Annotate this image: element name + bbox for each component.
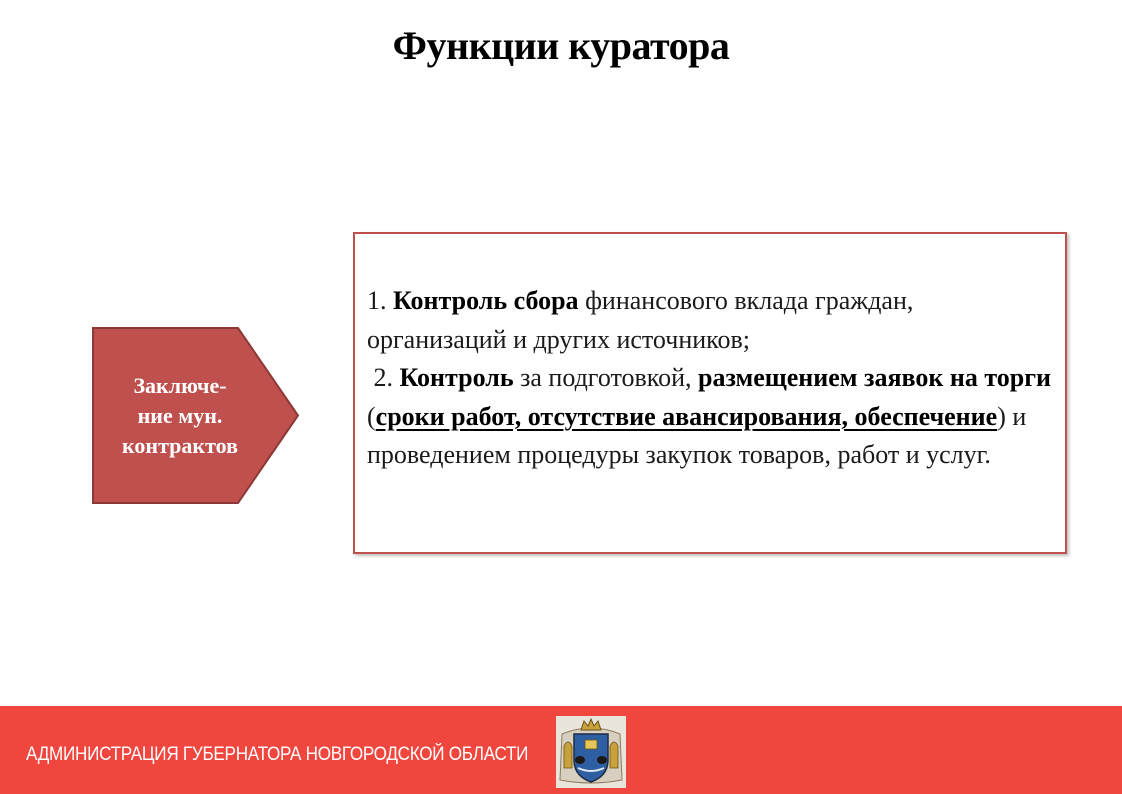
item-2-bold-1: Контроль — [399, 363, 514, 392]
footer-text: АДМИНИСТРАЦИЯ ГУБЕРНАТОРА НОВГОРОДСКОЙ ОБЛАСТИ — [26, 744, 529, 765]
item-1-number: 1. — [367, 286, 387, 315]
item-2-text-1: за подготовкой, — [520, 363, 692, 392]
slide-title: Функции куратора — [392, 23, 730, 68]
pentagon-label: Заключе- ние мун. контрактов — [122, 372, 238, 458]
item-2-text-2: и проведением процедуры закупок товаров, работ и услуг. — [367, 401, 1027, 469]
item-2-paren-open: ( — [367, 401, 376, 431]
curator-functions-text — [367, 282, 1057, 475]
item-2-bold-2: размещением заявок на торги — [698, 363, 1052, 392]
pentagon-arrow-shape — [92, 327, 300, 504]
item-1-text: финансового вклада граждан, организаций и других источников; — [367, 286, 914, 354]
item-2-number: 2. — [373, 363, 393, 392]
curator-functions-box — [353, 232, 1067, 554]
item-1-bold: Контроль сбора — [393, 286, 579, 315]
item-2-underlined: сроки работ, отсутствие авансирования, обеспечение — [375, 401, 998, 431]
footer-bar — [0, 706, 1122, 794]
novgorod-coat-of-arms-icon — [556, 716, 626, 788]
item-2-paren-close: ) — [997, 401, 1006, 431]
